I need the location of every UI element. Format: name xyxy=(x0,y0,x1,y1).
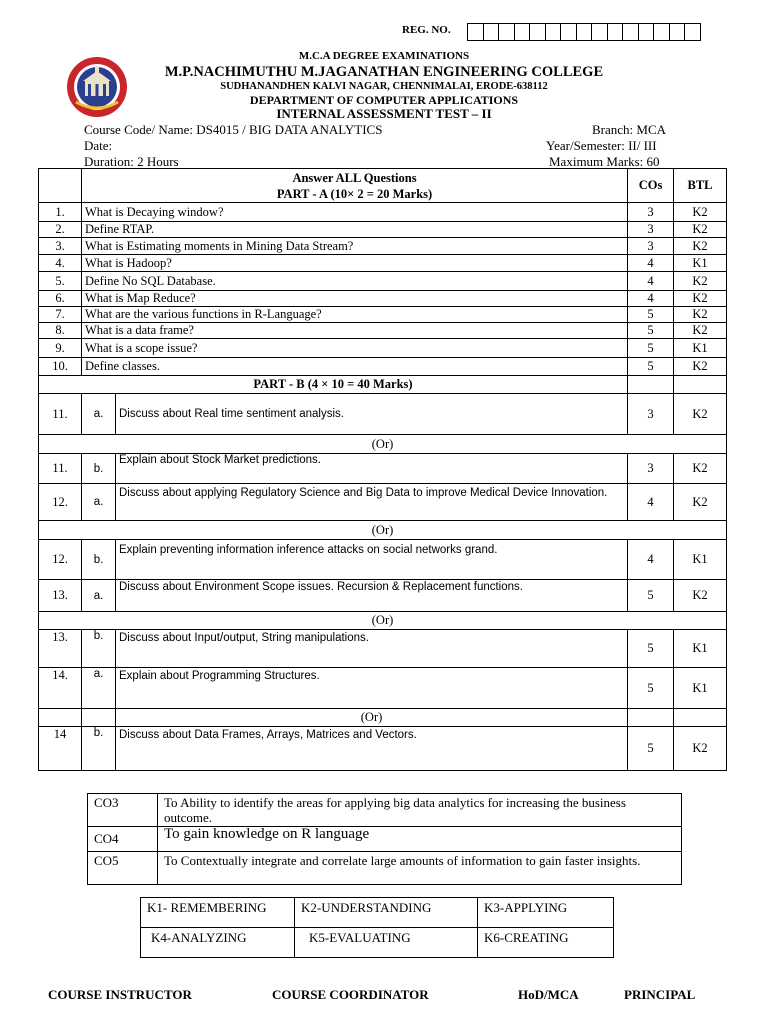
question-btl: K1 xyxy=(674,540,727,580)
question-co: 4 xyxy=(628,291,674,307)
question-co: 5 xyxy=(628,339,674,358)
question-number: 4. xyxy=(39,255,82,272)
question-number: 11. xyxy=(39,454,82,484)
table-row xyxy=(39,203,727,222)
reg-no-boxes xyxy=(467,23,701,41)
question-co: 3 xyxy=(628,394,674,435)
signature-course-instructor: COURSE INSTRUCTOR xyxy=(48,987,192,1002)
cos-column-header: COs xyxy=(628,169,674,203)
duration-info: Duration: 2 Hours xyxy=(84,154,179,169)
or-separator: (Or) xyxy=(39,521,727,540)
question-text: Discuss about Real time sentiment analysis. xyxy=(116,394,628,435)
question-co: 5 xyxy=(628,727,674,771)
question-table xyxy=(38,168,727,771)
question-co: 4 xyxy=(628,484,674,521)
question-text: Explain preventing information inference attacks on social networks grand. xyxy=(116,540,628,580)
table-row xyxy=(39,358,727,376)
table-row xyxy=(39,454,727,484)
or-separator: (Or) xyxy=(39,435,727,454)
department-name: DEPARTMENT OF COMPUTER APPLICATIONS xyxy=(249,93,519,107)
table-row xyxy=(39,339,727,358)
question-btl: K2 xyxy=(674,203,727,222)
question-text: What is Map Reduce? xyxy=(82,291,628,307)
signature-course-coordinator: COURSE COORDINATOR xyxy=(272,987,429,1002)
question-co: 3 xyxy=(628,203,674,222)
question-number: 6. xyxy=(39,291,82,307)
question-co: 3 xyxy=(628,454,674,484)
table-row xyxy=(39,323,727,339)
question-btl: K2 xyxy=(674,323,727,339)
question-btl: K2 xyxy=(674,238,727,255)
part-a-title: PART - A (10× 2 = 20 Marks) xyxy=(276,186,433,201)
exam-title: M.C.A DEGREE EXAMINATIONS xyxy=(298,50,470,62)
co-code: CO5 xyxy=(88,852,158,885)
table-row xyxy=(39,727,727,771)
question-text: Discuss about applying Regulatory Science and Big Data to improve Medical Device Innovation. xyxy=(116,484,628,521)
question-text: Discuss about Input/output, String manipulations. xyxy=(116,630,628,668)
table-row xyxy=(39,291,727,307)
question-sub: a. xyxy=(82,668,116,709)
co-code: CO3 xyxy=(88,794,158,827)
question-btl: K2 xyxy=(674,222,727,238)
question-co: 4 xyxy=(628,255,674,272)
or-separator: (Or) xyxy=(116,709,628,727)
co-row xyxy=(88,827,682,852)
part-a-heading xyxy=(82,169,628,203)
question-sub: b. xyxy=(82,454,116,484)
question-text: Define No SQL Database. xyxy=(82,272,628,291)
question-co: 5 xyxy=(628,307,674,323)
question-btl: K2 xyxy=(674,272,727,291)
question-number: 13. xyxy=(39,580,82,612)
course-info: Course Code/ Name: DS4015 / BIG DATA ANALYTICS xyxy=(84,122,383,137)
question-sub: b. xyxy=(82,630,116,668)
question-btl: K1 xyxy=(674,255,727,272)
question-text: What is Hadoop? xyxy=(82,255,628,272)
question-sub: b. xyxy=(82,727,116,771)
btl-levels-table xyxy=(140,897,614,958)
question-number: 5. xyxy=(39,272,82,291)
or-row xyxy=(39,521,727,540)
question-btl: K2 xyxy=(674,291,727,307)
part-a-header-row xyxy=(39,169,727,203)
question-btl: K2 xyxy=(674,394,727,435)
table-row xyxy=(39,255,727,272)
college-name: M.P.NACHIMUTHU M.JAGANATHAN ENGINEERING COLLEGE xyxy=(164,64,604,80)
question-btl: K2 xyxy=(674,358,727,376)
question-sub: a. xyxy=(82,580,116,612)
part-a-instruction: Answer ALL Questions xyxy=(292,170,417,185)
year-semester-info: Year/Semester: II/ III xyxy=(546,138,657,153)
question-co: 5 xyxy=(628,580,674,612)
co-row xyxy=(88,794,682,827)
question-number: 12. xyxy=(39,484,82,521)
signature-principal: PRINCIPAL xyxy=(624,987,696,1002)
question-btl: K2 xyxy=(674,454,727,484)
table-row xyxy=(39,272,727,291)
question-text: What is Estimating moments in Mining Data Stream? xyxy=(82,238,628,255)
question-text: What is Decaying window? xyxy=(82,203,628,222)
question-text: Discuss about Data Frames, Arrays, Matrices and Vectors. xyxy=(116,727,628,771)
or-row xyxy=(39,435,727,454)
signature-hod: HoD/MCA xyxy=(518,987,579,1002)
co-text: To gain knowledge on R language xyxy=(158,827,682,852)
question-co: 4 xyxy=(628,272,674,291)
question-co: 5 xyxy=(628,668,674,709)
max-marks-info: Maximum Marks: 60 xyxy=(549,154,660,169)
btl-row xyxy=(141,898,614,928)
reg-no-label: REG. NO. xyxy=(402,24,451,36)
question-co: 3 xyxy=(628,222,674,238)
question-co: 3 xyxy=(628,238,674,255)
date-info: Date: xyxy=(84,138,113,153)
co-row xyxy=(88,852,682,885)
table-row xyxy=(39,580,727,612)
question-number: 11. xyxy=(39,394,82,435)
btl-level: K1- REMEMBERING xyxy=(141,898,295,928)
question-number: 14 xyxy=(39,727,82,771)
question-btl: K2 xyxy=(674,307,727,323)
or-row xyxy=(39,612,727,630)
or-separator: (Or) xyxy=(39,612,727,630)
btl-level: K2-UNDERSTANDING xyxy=(295,898,478,928)
part-b-header-row xyxy=(39,376,727,394)
question-number: 9. xyxy=(39,339,82,358)
question-number: 13. xyxy=(39,630,82,668)
college-address: SUDHANANDHEN KALVI NAGAR, CHENNIMALAI, ERODE-638112 xyxy=(220,81,548,92)
question-text: Explain about Programming Structures. xyxy=(116,668,628,709)
question-text: What is a scope issue? xyxy=(82,339,628,358)
question-number: 10. xyxy=(39,358,82,376)
question-btl: K1 xyxy=(674,339,727,358)
co-code: CO4 xyxy=(88,827,158,852)
question-btl: K2 xyxy=(674,580,727,612)
question-number: 12. xyxy=(39,540,82,580)
question-number: 14. xyxy=(39,668,82,709)
test-name: INTERNAL ASSESSMENT TEST – II xyxy=(276,106,492,121)
question-co: 5 xyxy=(628,630,674,668)
btl-level: K5-EVALUATING xyxy=(295,928,478,958)
question-co: 5 xyxy=(628,358,674,376)
btl-level: K3-APPLYING xyxy=(478,898,614,928)
table-row xyxy=(39,668,727,709)
table-row xyxy=(39,630,727,668)
question-co: 4 xyxy=(628,540,674,580)
table-row xyxy=(39,222,727,238)
question-number: 7. xyxy=(39,307,82,323)
co-text: To Ability to identify the areas for applying big data analytics for increasing the business outcome. xyxy=(158,794,682,827)
btl-level: K6-CREATING xyxy=(478,928,614,958)
course-outcomes-table xyxy=(87,793,682,885)
question-number: 3. xyxy=(39,238,82,255)
question-number: 8. xyxy=(39,323,82,339)
question-text: Explain about Stock Market predictions. xyxy=(116,454,628,484)
question-number: 2. xyxy=(39,222,82,238)
question-text: Discuss about Environment Scope issues. Recursion & Replacement functions. xyxy=(116,580,628,612)
question-btl: K2 xyxy=(674,484,727,521)
question-sub: a. xyxy=(82,484,116,521)
question-text: Define RTAP. xyxy=(82,222,628,238)
btl-row xyxy=(141,928,614,958)
question-sub: a. xyxy=(82,394,116,435)
question-text: What are the various functions in R-Language? xyxy=(82,307,628,323)
table-row xyxy=(39,307,727,323)
btl-level: K4-ANALYZING xyxy=(141,928,295,958)
branch-info: Branch: MCA xyxy=(592,122,667,137)
question-btl: K2 xyxy=(674,727,727,771)
table-row xyxy=(39,540,727,580)
table-row xyxy=(39,394,727,435)
table-row xyxy=(39,484,727,521)
or-row xyxy=(39,709,727,727)
question-sub: b. xyxy=(82,540,116,580)
question-text: What is a data frame? xyxy=(82,323,628,339)
question-text: Define classes. xyxy=(82,358,628,376)
question-btl: K1 xyxy=(674,668,727,709)
question-number: 1. xyxy=(39,203,82,222)
co-text: To Contextually integrate and correlate large amounts of information to gain faster insights. xyxy=(158,852,682,885)
question-btl: K1 xyxy=(674,630,727,668)
table-row xyxy=(39,238,727,255)
btl-column-header: BTL xyxy=(674,169,727,203)
question-co: 5 xyxy=(628,323,674,339)
part-b-title: PART - B (4 × 10 = 40 Marks) xyxy=(39,376,628,394)
